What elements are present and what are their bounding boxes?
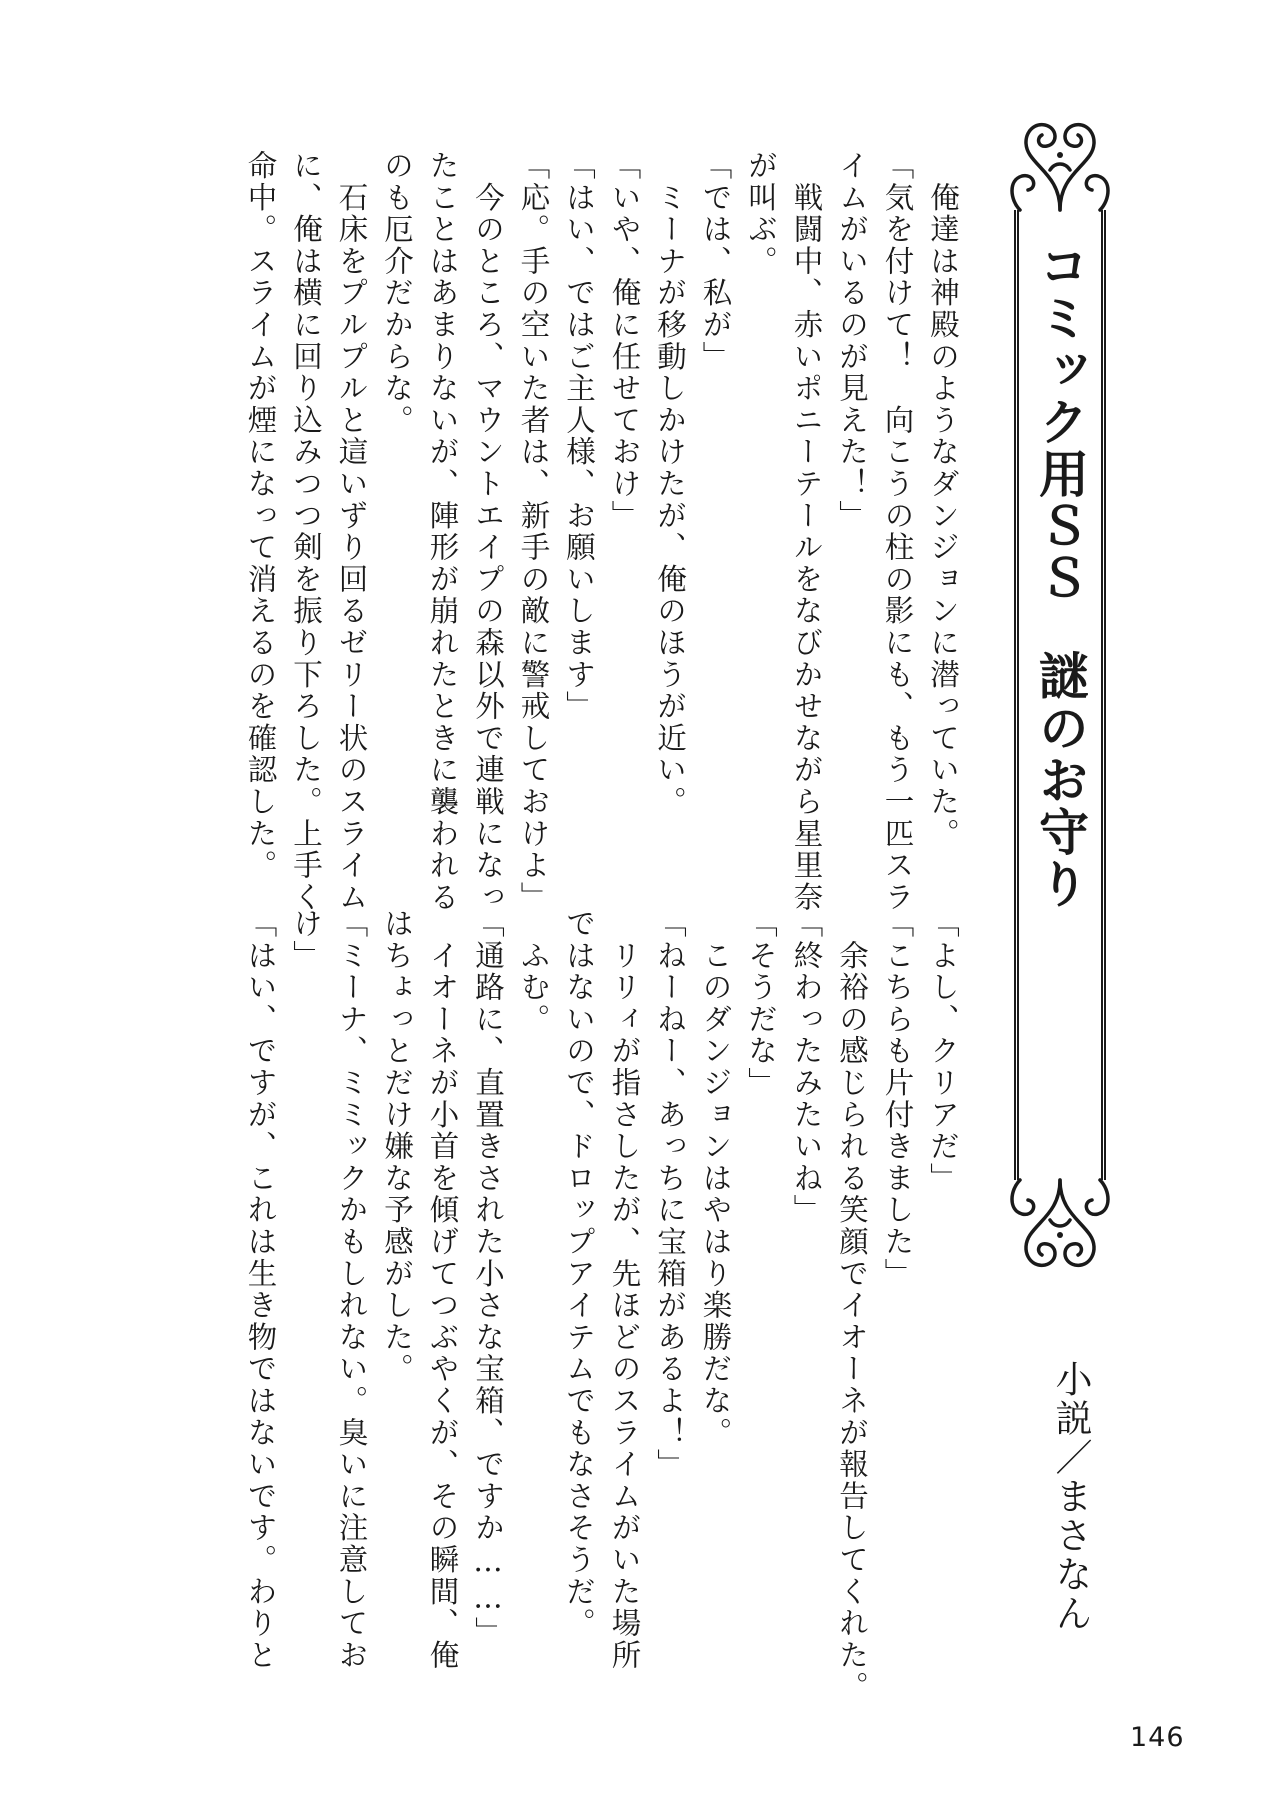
text-line: 「終わったみたいね」 [789, 908, 824, 1226]
text-line: たことはあまりないが、陣形が崩れたときに襲われる [425, 150, 460, 914]
title-part-2: 謎のお守り [1031, 650, 1089, 910]
body-text-upper [195, 150, 965, 914]
title-part-1: コミック用ＳＳ [1031, 240, 1089, 604]
text-line: 「応。手の空いた者は、新手の敵に警戒しておけよ」 [516, 150, 551, 914]
text-line: 戦闘中、赤いポニーテールをなびかせながら星里奈 [789, 150, 824, 914]
text-line: 「ミーナ、ミミックかもしれない。臭いに注意してお [334, 908, 369, 1672]
text-line: 石床をプルプルと這いずり回るゼリー状のスライム [334, 150, 369, 914]
flourish-ornament-bottom-icon [1000, 1170, 1120, 1280]
text-line: 「はい、ではご主人様、お願いします」 [562, 150, 596, 723]
text-line: はちょっとだけ嫌な予感がした。 [380, 908, 414, 1385]
text-line: 「では、私が」 [698, 150, 733, 373]
chapter-title [1000, 240, 1120, 920]
text-line: のも厄介だからな。 [380, 150, 414, 437]
flourish-ornament-top-icon [1000, 110, 1120, 220]
text-line: ではないので、ドロップアイテムでもなさそうだ。 [562, 908, 596, 1640]
author-credit: 小説／まさなん [1049, 1360, 1092, 1633]
text-line: ふむ。 [516, 908, 551, 1036]
text-line: 「ねーねー、あっちに宝箱があるよ！」 [653, 908, 687, 1481]
text-line: に、俺は横に回り込みつつ剣を振り下ろした。上手く [289, 150, 323, 914]
text-line: イオーネが小首を傾げてつぶやくが、その瞬間、俺 [425, 908, 460, 1672]
text-line: け」 [289, 908, 323, 972]
text-line: 余裕の感じられる笑顔でイオーネが報告してくれた。 [835, 908, 869, 1703]
page-number: 146 [1130, 1722, 1185, 1753]
title-panel [1000, 110, 1120, 1280]
text-line: このダンジョンはやはり楽勝だな。 [698, 908, 733, 1449]
text-line: イムがいるのが見えた！」 [835, 150, 869, 532]
text-line: 「よし、クリアだ」 [926, 908, 960, 1195]
text-line: ミーナが移動しかけたが、俺のほうが近い。 [653, 150, 687, 818]
text-line: 「通路に、直置きされた小さな宝箱、ですか……」 [471, 908, 505, 1649]
text-line: 俺達は神殿のようなダンジョンに潜っていた。 [926, 150, 960, 850]
text-line: が叫ぶ。 [744, 150, 778, 278]
text-line: 今のところ、マウントエイプの森以外で連戦になっ [471, 150, 505, 914]
text-line: 命中。スライムが煙になって消えるのを確認した。 [243, 150, 278, 882]
text-line: 「いや、俺に任せておけ」 [607, 150, 642, 532]
body-text-lower [195, 908, 965, 1703]
text-line: 「こちらも片付きました」 [880, 908, 915, 1290]
text-line: 「気を付けて！ 向こうの柱の影にも、もう一匹スラ [880, 150, 915, 914]
text-line: リリィが指さしたが、先ほどのスライムがいた場所 [607, 908, 642, 1672]
text-line: 「そうだな」 [744, 908, 778, 1099]
text-line: 「はい、ですが、これは生き物ではないです。わりと [243, 908, 278, 1672]
